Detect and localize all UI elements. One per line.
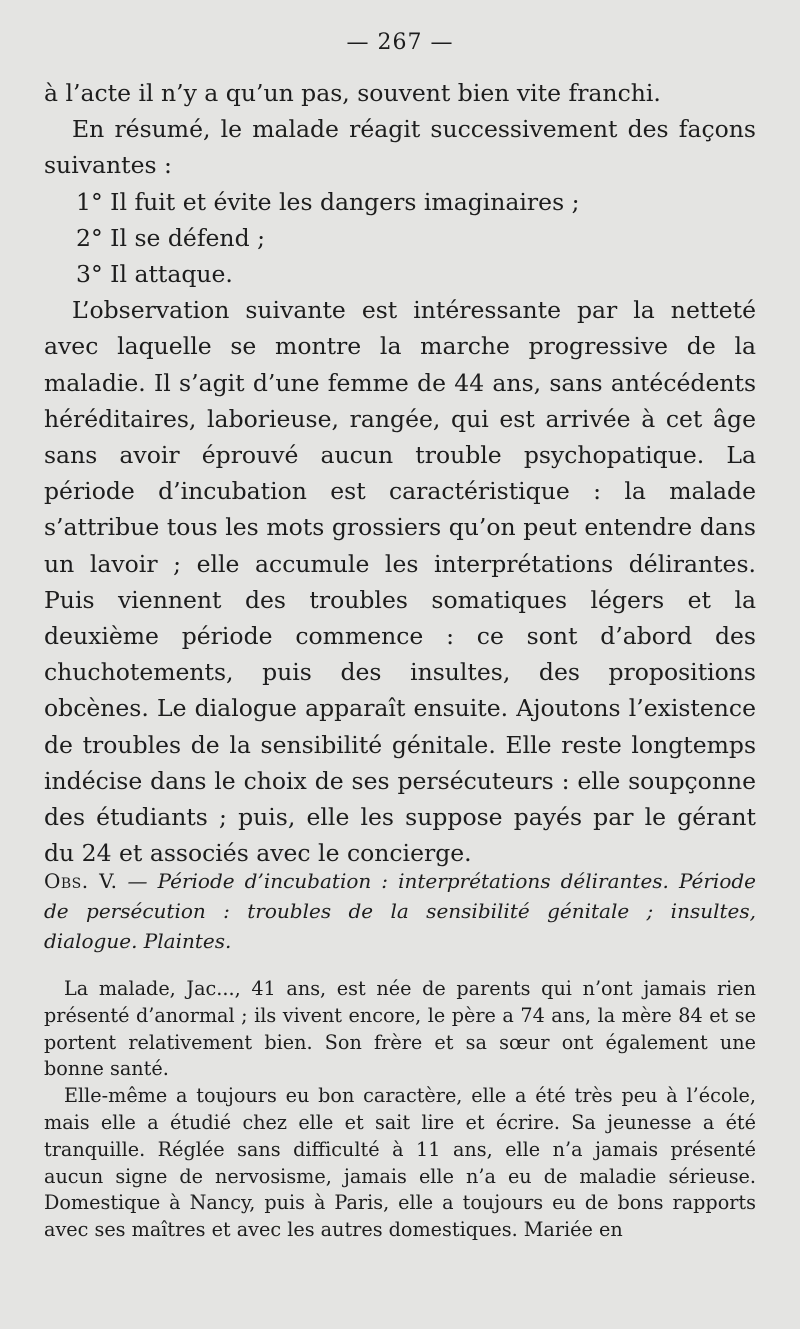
observation-title: — Période d’incubation : interprétations délirantes. Période de persécution : troubles de la sensibilité génitale ; insultes, dialogue. Plaintes. — [44, 869, 756, 953]
paragraph-continuation: à l’acte il n’y a qu’un pas, souvent bien vite franchi. — [44, 79, 661, 107]
list-item-flee: 1° Il fuit et évite les dangers imaginaires ; — [76, 187, 580, 216]
observation-heading — [44, 866, 756, 956]
list-item-defend: 2° Il se défend ; — [76, 223, 265, 252]
case-paragraph-family: La malade, Jac..., 41 ans, est née de parents qui n’ont jamais rien présenté d’anormal ; ils vivent encore, le père a 74 ans, la mère 84 et se portent relativement bien. Son frère et sa sœur ont également une bonne santé. — [44, 977, 756, 1081]
observation-label: Obs. V. — [44, 869, 118, 893]
page-number: — 267 — — [346, 30, 454, 55]
case-text — [44, 976, 756, 1244]
case-paragraph-history: Elle-même a toujours eu bon caractère, elle a été très peu à l’école, mais elle a étudié chez elle et sait lire et écrire. Sa jeunesse a été tranquille. Réglée sans difficulté à 11 ans, elle n’a jamais présenté aucun signe de nervosisme, jamais elle n’a eu de maladie sérieuse. Domestique à Nancy, puis à Paris, elle a toujours eu de bons rapports avec ses maîtres et avec les autres domestiques. Mariée en — [44, 1084, 756, 1242]
list-item-attack: 3° Il attaque. — [76, 260, 233, 289]
paragraph-observation-intro: L’observation suivante est intéressante par la netteté avec laquelle se montre la marche progressive de la maladie. Il s’agit d’une femme de 44 ans, sans antécédents héréditaires, laborieuse, rangée, qui est arrivée à cet âge sans avoir éprouvé aucun trouble psychopatique. La période d’incubation est caractéristique : la malade s’attribue tous les mots grossiers qu’on peut entendre dans un lavoir ; elle accumule les interprétations délirantes. Puis viennent des troubles somatiques légers et la deuxième période commence : ce sont d’abord des chuchotements, puis des insultes, des propositions obcènes. Le dialogue apparaît ensuite. Ajoutons l’existence de troubles de la sensibilité génitale. Elle reste longtemps indécise dans le choix de ses persécuteurs : elle soupçonne des étudiants ; puis, elle les suppose payés par le gérant du 24 et associés avec le concierge. — [44, 296, 756, 868]
paragraph-summary: En résumé, le malade réagit successivement des façons suivantes : — [44, 115, 756, 180]
main-text — [44, 75, 756, 871]
